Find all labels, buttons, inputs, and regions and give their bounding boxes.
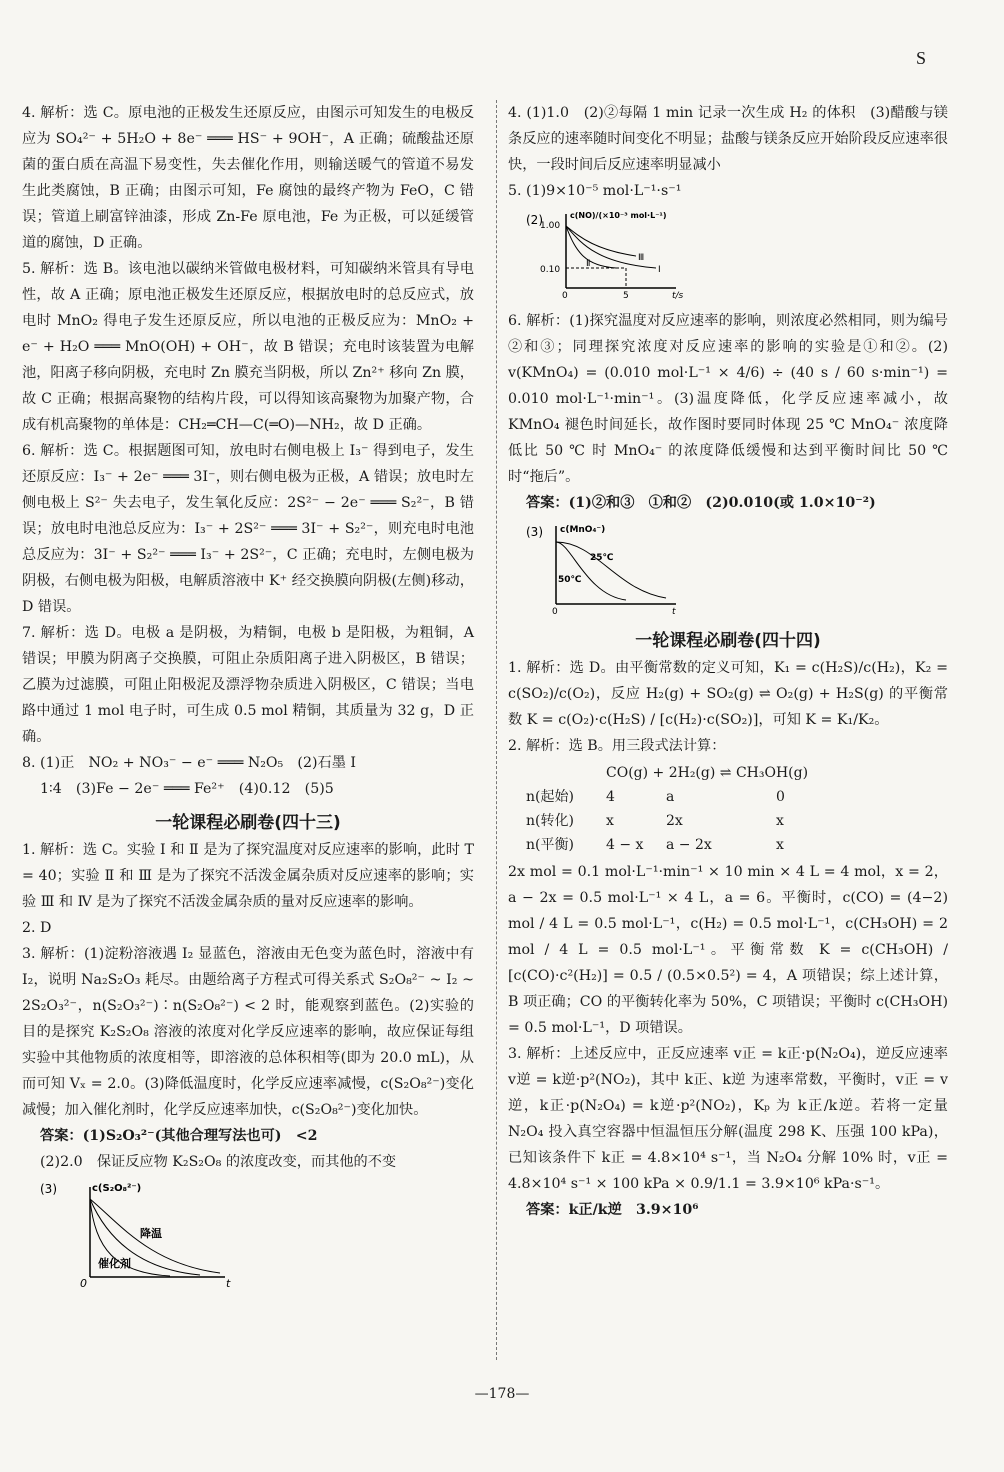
answer-44-3: 3. 解析：上述反应中，正反应速率 v正 = k正·p(N₂O₄)，逆反应速率 v逆 = k逆·p²(NO₂)，其中 k正、k逆 为速率常数，平衡时，v正 = v逆，k正·p(N₂O₄) = k逆·p²(NO₂)，Kₚ 为 k正/k逆。若将一定量 N₂O₄ 投入真空容器中恒温恒压分解(温度 298 K、压强 100 kPa)，已知该条件下 k正 = 4.8×10⁴ s⁻¹，当 N₂O₄ 分解 10% 时，v正 = 4.8×10⁴ s⁻¹ × 100 kPa × 0.9/1.1 = 3.9×10⁶ kPa·s⁻¹。 <box>508 1046 948 1192</box>
x-tick-5: 5 <box>623 291 629 300</box>
equation: CO(g) + 2H₂(g) ⇌ CH₃OH(g) <box>606 765 809 781</box>
y-axis-label: c(NO)/(×10⁻³ mol·L⁻¹) <box>570 211 667 220</box>
page-number: —178— <box>474 1386 530 1402</box>
curve-label-25c: 25℃ <box>590 553 614 563</box>
curve-label-cool: 降温 <box>140 1227 162 1240</box>
x-axis-label: t <box>672 607 676 616</box>
curve-label-50c: 50℃ <box>558 575 582 585</box>
answer-44-2-calc: 2x mol = 0.1 mol·L⁻¹·min⁻¹ × 10 min × 4 L = 4 mol，x = 2，a − 2x = 0.5 mol·L⁻¹ × 4 L，a = 6。平衡时，c(CO) = (4−2) mol / 4 L = 0.5 mol·L⁻¹，c(H₂) = 0.5 mol·L⁻¹，c(CH₃OH) = 2 mol / 4 L = 0.5 mol·L⁻¹。平衡常数 K = c(CH₃OH) / [c(CO)·c²(H₂)] = 0.5 / (0.5×0.5²) = 4，A 项错误；综上述计算，B 项正确；CO 的平衡转化率为 50%，C 项错误；平衡时 c(CH₃OH) = 0.5 mol·L⁻¹，D 项错误。 <box>508 864 948 1036</box>
curve-50c <box>556 542 626 600</box>
graph-s2o8-concentration <box>40 1179 474 1293</box>
y-tick-1: 1.00 <box>540 221 561 231</box>
answer-44-3-key: 答案：k正/k逆 3.9×10⁶ <box>526 1202 699 1218</box>
column-divider <box>496 100 497 1360</box>
corner-mark: S <box>916 48 927 68</box>
graph-mno4-concentration <box>526 520 948 620</box>
curve-label-II: Ⅱ <box>586 259 591 269</box>
y-axis-label: c(S₂O₈²⁻) <box>92 1183 142 1194</box>
answer-r5: 5. (1)9×10⁻⁵ mol·L⁻¹·s⁻¹ <box>508 183 682 199</box>
x-axis-label: t <box>226 1277 231 1289</box>
answer-44-1: 1. 解析：选 D。由平衡常数的定义可知，K₁ = c(H₂S)/c(H₂)，K₂ = c(SO₂)/c(O₂)，反应 H₂(g) + SO₂(g) ⇌ O₂(g) + H₂S(g) 的平衡常数 K = c(O₂)·c(H₂S) / [c(H₂)·c(SO₂)]，可知 K = K₁/K₂。 <box>508 660 948 728</box>
graph-no-concentration <box>526 208 948 304</box>
curve-label-catalyst: 催化剂 <box>98 1257 131 1270</box>
table-row: n(转化) x 2x x <box>526 813 784 829</box>
answer-r6: 6. 解析：(1)探究温度对反应速率的影响，则浓度必然相同，则为编号②和③；同理探究浓度对反应速率的影响的实验是①和②。(2) v(KMnO₄) = (0.010 mol·L⁻¹ × 4/6) ÷ (40 s / 60 s·min⁻¹) = 0.010 mol·L⁻¹·min⁻¹。(3)温度降低，化学反应速率减小，故 KMnO₄ 褪色时间延长，故作图时要同时体现 25 ℃ MnO₄⁻ 浓度降低比 50 ℃ 时 MnO₄⁻ 的浓度降低缓慢和达到平衡时间比 50 ℃ 时“拖后”。 <box>508 313 948 485</box>
answer-r4: 4. (1)1.0 (2)②每隔 1 min 记录一次生成 H₂ 的体积 (3)醋酸与镁条反应的速率随时间变化不明显；盐酸与镁条反应开始阶段反应速率很快，一段时间后反应速率明显减小 <box>508 105 948 173</box>
table-row: n(平衡) 4 − x a − 2x x <box>526 837 784 853</box>
y-tick-2: 0.10 <box>540 265 561 275</box>
equation-row <box>526 761 948 785</box>
answer-6: 6. 解析：选 C。根据题图可知，放电时右侧电极上 I₃⁻ 得到电子，发生还原反应：I₃⁻ + 2e⁻ ═══ 3I⁻，则右侧电极为正极，A 错误；放电时左侧电极上 S²⁻ 失去电子，发生氧化反应：2S²⁻ − 2e⁻ ═══ S₂²⁻，B 错误；放电时电池总反应为：I₃⁻ + 2S²⁻ ═══ 3I⁻ + S₂²⁻，则充电时电池总反应为：3I⁻ + S₂²⁻ ═══ I₃⁻ + 2S²⁻，C 正确；充电时，左侧电极为阴极，右侧电极为阳极，电解质溶液中 K⁺ 经交换膜向阴极(左侧)移动，D 错误。 <box>22 443 474 615</box>
origin-label: 0 <box>562 291 568 300</box>
answer-7: 7. 解析：选 D。电极 a 是阴极，为精铜，电极 b 是阳极，为粗铜，A 错误；甲膜为阴离子交换膜，可阻止杂质阳离子进入阴极区，B 错误；乙膜为过滤膜，可阻止阳极泥及漂浮物杂质进入阴极区，C 错误；当电路中通过 1 mol 电子时，可生成 0.5 mol 精铜，其质量为 32 g，D 正确。 <box>22 625 474 745</box>
right-column <box>508 100 948 1223</box>
answer-43-3: 3. 解析：(1)淀粉溶液遇 I₂ 显蓝色，溶液由无色变为蓝色时，溶液中有 I₂，说明 Na₂S₂O₃ 耗尽。由题给离子方程式可得关系式 S₂O₈²⁻ ~ I₂ ~ 2S₂O₃²⁻，n(S₂O₃²⁻)∶n(S₂O₈²⁻) < 2 时，能观察到蓝色。(2)实验的目的是探究 K₂S₂O₈ 溶液的浓度对化学反应速率的影响，故应保证每组实验中其他物质的浓度相等，即溶液的总体积相等(即为 20.0 mL)，从而可知 Vₓ = 2.0。(3)降低温度时，化学反应速率减慢，c(S₂O₈²⁻)变化减慢；加入催化剂时，化学反应速率加快，c(S₂O₈²⁻)变化加快。 <box>22 946 474 1118</box>
answer-43-3-key2: (2)2.0 保证反应物 K₂S₂O₈ 的浓度改变，而其他的不变 <box>40 1154 397 1170</box>
graph-prefix: (3) <box>526 525 543 539</box>
y-axis-label: c(MnO₄⁻) <box>560 525 606 535</box>
section-title-44: 一轮课程必刷卷(四十四) <box>635 631 821 651</box>
answer-5: 5. 解析：选 B。该电池以碳纳米管做电极材料，可知碳纳米管具有导电性，故 A 正确；原电池正极发生还原反应，根据放电时的总反应式，放电时 MnO₂ 得电子发生还原反应，所以电池的正极反应为：MnO₂ + e⁻ + H₂O ═══ MnO(OH) + OH⁻，故 B 错误；充电时该装置为电解池，阳离子移向阴极，充电时 Zn 膜充当阴极，所以 Zn²⁺ 移向 Zn 膜，故 C 正确；根据高聚物的结构片段，可以得知该高聚物为加聚产物，合成有机高聚物的单体是：CH₂═CH—C(═O)—NH₂，故 D 正确。 <box>22 261 474 433</box>
answer-43-3-key1: 答案：(1)S₂O₃²⁻(其他合理写法也可) <2 <box>40 1128 318 1144</box>
origin-label: 0 <box>80 1277 87 1289</box>
table-row: n(起始) 4 a 0 <box>526 789 785 805</box>
graph-prefix: (3) <box>40 1182 57 1196</box>
answer-r6-key: 答案：(1)②和③ ①和② (2)0.010(或 1.0×10⁻²) <box>526 495 876 511</box>
graph-prefix: (2) <box>526 213 543 227</box>
curve-III <box>566 226 636 256</box>
answer-44-2: 2. 解析：选 B。用三段式法计算： <box>508 738 726 754</box>
answer-4: 4. 解析：选 C。原电池的正极发生还原反应，由图示可知发生的电极反应为 SO₄²⁻ + 5H₂O + 8e⁻ ═══ HS⁻ + 9OH⁻，A 正确；硫酸盐还原菌的蛋白质在高温下易变性，失去催化作用，则输送暖气的管道不易发生此类腐蚀，B 正确；由图示可知，Fe 腐蚀的最终产物为 FeO，C 错误；管道上刷富锌油漆，形成 Zn-Fe 原电池，Fe 为正极，可以延缓管道的腐蚀，D 正确。 <box>22 105 474 251</box>
curve-25c <box>556 542 666 598</box>
answer-43-1: 1. 解析：选 C。实验 Ⅰ 和 Ⅱ 是为了探究温度对反应速率的影响，此时 T = 40；实验 Ⅱ 和 Ⅲ 是为了探究不活泼金属杂质对反应速率的影响；实验 Ⅲ 和 Ⅳ 是为了探究不活泼金属杂质的量对反应速率的影响。 <box>22 842 474 910</box>
answer-43-2: 2. D <box>22 920 52 936</box>
three-stage-table <box>526 761 948 857</box>
curve-label-I: Ⅰ <box>658 265 661 275</box>
x-axis-label: t/s <box>672 291 684 300</box>
origin-label: 0 <box>552 607 558 616</box>
section-title-43: 一轮课程必刷卷(四十三) <box>155 813 341 833</box>
answer-8-line1: 8. (1)正 NO₂ + NO₃⁻ − e⁻ ═══ N₂O₅ (2)石墨 Ⅰ <box>22 755 357 771</box>
curve-label-III: Ⅲ <box>638 253 645 263</box>
left-column <box>22 100 474 1297</box>
answer-8-line2: 1∶4 (3)Fe − 2e⁻ ═══ Fe²⁺ (4)0.12 (5)5 <box>40 781 334 797</box>
